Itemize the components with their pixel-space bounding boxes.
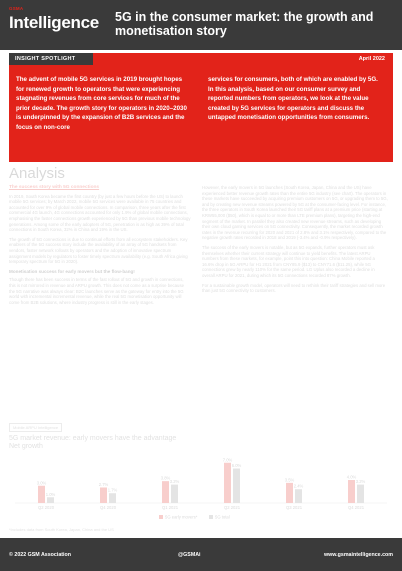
- chart-title-line2: Net growth: [9, 443, 43, 450]
- paragraph: The success of the early movers is notable, but as 5G expands, further operators must ask themselves whether their current strategy will continue to yield benefits. The latest ARPU numbers from these markets, for example, point this into question: China Mobile reported a 16.6% drop in 5G ARPU for H1 2021 from CNY85.9 ($13) to CNY71.6 ($11.25), while 5G connections grew by nearly 110% for the same period. LG Uplus also recorded a decline in overall ARPU for 2021, during which its 5G connections recorded 87% growth.: [202, 244, 375, 278]
- chart-title: [9, 435, 269, 451]
- analysis-column-left: [9, 185, 191, 309]
- data-label: 3.8%: [160, 475, 171, 481]
- data-label: 1.7%: [107, 487, 118, 493]
- x-tick-label: Q1 2021: [161, 505, 179, 510]
- chart-tag: Mobile ARPU Intelligence: [9, 423, 62, 432]
- bar-early-movers-4: [286, 483, 293, 503]
- x-tick-label: Q4 2020: [99, 505, 117, 510]
- bar-early-movers-2: [162, 481, 169, 503]
- data-label: 3.0%: [36, 480, 47, 486]
- revenue-chart: [9, 423, 393, 535]
- legend-label: 5G total: [215, 514, 230, 520]
- bar-early-movers-5: [348, 480, 355, 503]
- paragraph: The growth of 5G connections is due to continual efforts from all ecosystem stakeholders. Key enablers of the 5G success story include the availability of an array of 5G handsets from vendors, faster network rollouts by operators and the adoption of innovative spectrum assignment models by regulators to foster timely spectrum availability (e.g. South Africa giving temporary spectrum for 5G in 2020).: [9, 236, 188, 265]
- bar-total-5: [357, 485, 364, 503]
- insight-text-right: services for consumers, both of which are enabled by 5G. In this analysis, based on our consumer survey and reported numbers from operators, we look at the value created by 5G services for operators and discuss the untapped monetisation opportunities from consumers.: [208, 76, 378, 122]
- report-footer: [0, 538, 402, 571]
- data-label: 2.7%: [98, 481, 109, 487]
- section-heading-connections: The success story with 5G connections: [9, 185, 100, 190]
- legend-swatch: [209, 515, 213, 519]
- bar-total-0: [47, 497, 54, 503]
- footer-twitter-handle[interactable]: @GSMAi: [178, 552, 201, 558]
- data-label: 3.2%: [355, 479, 366, 485]
- brand-logo[interactable]: Intelligence: [9, 13, 99, 32]
- report-title: 5G in the consumer market: the growth and monetisation story: [115, 10, 374, 38]
- paragraph: For a sustainable growth model, operators will need to rethink their tariff strategies and sell more than just 5G connectivity to customers.: [202, 282, 386, 294]
- insight-date: April 2022: [358, 56, 385, 62]
- x-tick-label: Q2 2020: [37, 505, 55, 510]
- legend-label: 5G early movers*: [165, 514, 198, 520]
- report-header: [0, 0, 402, 50]
- paragraph: Though there has been success in terms of the fast rollout of 5G and growth in connections, this is not mirrored in revenue and ARPU growth. This does not come as a surprise because the 5G narrative was always clear: B2C launches serve as the gateway for entry into the 5G world with incremental incremental revenue, while the real 5G monetisation opportunity will come from B2B solutions, where industry progress is still in the early stages.: [9, 277, 184, 305]
- insight-badge: INSIGHT SPOTLIGHT: [9, 53, 93, 65]
- bar-early-movers-1: [100, 487, 107, 503]
- legend-swatch: [159, 515, 163, 519]
- bar-early-movers-0: [38, 486, 45, 503]
- analysis-section: [0, 165, 402, 535]
- data-label: 2.4%: [293, 483, 304, 489]
- data-label: 3.2%: [169, 479, 180, 485]
- data-label: 6.0%: [231, 463, 242, 468]
- data-label: 7.0%: [222, 457, 233, 463]
- data-label: 1.0%: [45, 491, 56, 497]
- chart-footnote: *Includes data from South Korea, Japan, China and the US: [9, 527, 114, 532]
- brand-small: GSMA: [9, 6, 24, 11]
- paragraph: However, the early movers in 5G launches (South Korea, Japan, China and the US) have experienced better revenue growth rates than the entire 5G industry (see chart). The operators in these markets have succeeded by acquiring premium customers on 5G, or upgrading them to 5G, and by creating new revenue streams powered by 5G at the consumer-facing level. For instance, the three operators in South Korea launched their 5G tariff plans at a premium price (starting at KRW55,000 ($50), which is equal to or more than LTE premium plans), targeting the high-end segment of the market. In parallel they also created new revenue streams, such as developing their own cloud gaming services on 5G connectivity. Consequently, the market recorded growth rates in the revenue recurring for 2020 and 2021 of 2.8% and 3.1% respectively, compared to the negative growth rates recorded in 2018 and 2019 (-3.4% and -0.9% respectively).: [202, 185, 388, 241]
- bar-total-2: [171, 485, 178, 503]
- x-tick-label: Q2 2021: [223, 505, 241, 510]
- analysis-title: Analysis: [9, 165, 65, 182]
- data-label: 3.5%: [284, 477, 295, 483]
- chart-title-line1: 5G market revenue: early movers have the advantage: [9, 435, 177, 442]
- insight-text-left: The advent of mobile 5G services in 2019 brought hopes for renewed growth to operators that were experiencing stagnating revenues from core services for much of the prior decade. The growth story for operators in 2020–2030 is underpinned by the expansion of B2B services and the focus on non-core: [16, 76, 187, 131]
- bar-total-3: [233, 469, 240, 504]
- x-tick-label: Q4 2021: [347, 505, 365, 510]
- insight-panel: [9, 53, 393, 162]
- section-heading-monetisation: Monetisation success for early movers but the flow-bang!: [9, 268, 135, 274]
- paragraph: In 2019, South Korea became the first country (by just a few hours before the US) to launch mobile 5G services; by March 2022, mobile 5G services were available in 75 countries and accounted for over 9% of global mobile connections. In comparison, three years after the first commercial 4G launch, 4G connections accounted for only 1.9% of global mobile connections, emphasising the faster connections growth experienced by 5G than previous mobile technology generations. Among some of the early adopters of 5G, penetration is as high as 39% of total connections in South Korea, 32% in China and 19% in the US.: [9, 193, 191, 233]
- data-label: 4.0%: [346, 474, 357, 480]
- chart-plot: [9, 451, 393, 525]
- bar-early-movers-3: [224, 463, 231, 503]
- analysis-column-right: [202, 185, 388, 298]
- x-tick-label: Q3 2021: [285, 505, 303, 510]
- bar-total-4: [295, 489, 302, 503]
- footer-website-link[interactable]: www.gsmaintelligence.com: [324, 552, 393, 558]
- bar-total-1: [109, 493, 116, 503]
- footer-copyright: © 2022 GSM Association: [9, 552, 71, 558]
